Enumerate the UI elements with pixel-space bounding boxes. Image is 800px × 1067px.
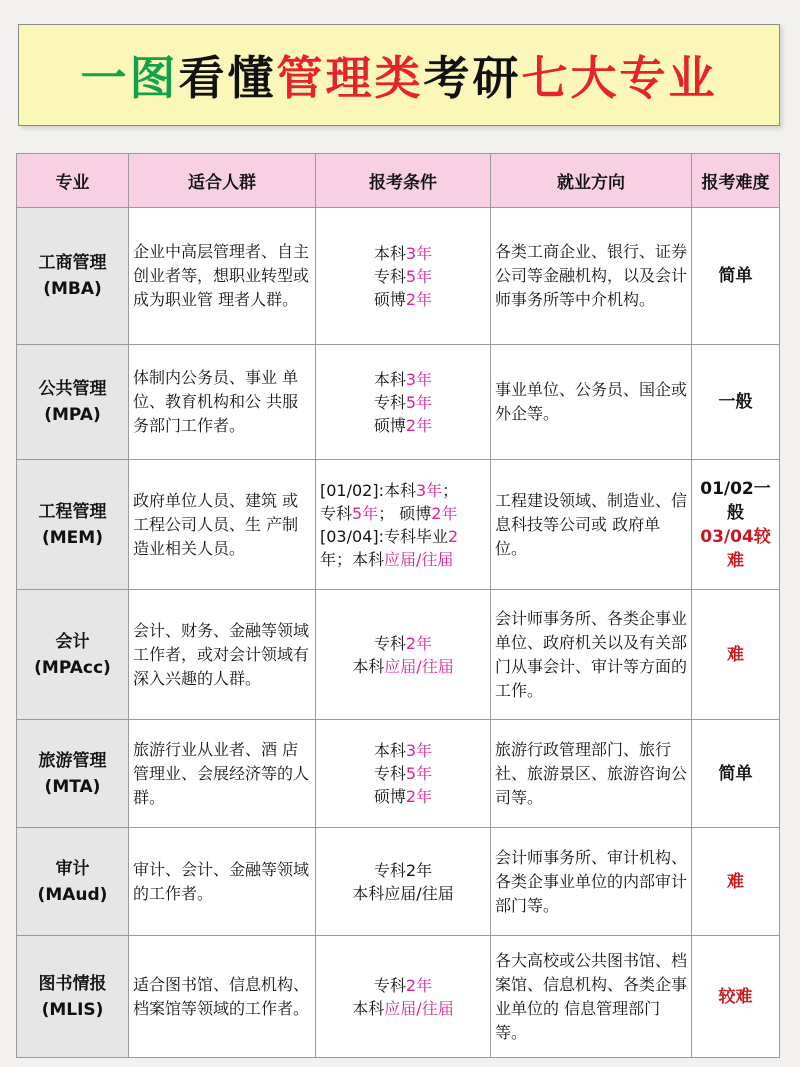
requirements-cell <box>316 936 491 1058</box>
major-name <box>17 208 129 345</box>
table-row <box>17 936 780 1058</box>
req-degree: 专科 <box>373 633 406 653</box>
req-line <box>317 739 489 762</box>
requirements-cell <box>316 590 491 720</box>
req-degree: 本科应届/往届 <box>352 883 454 903</box>
req-degree: 硕博 <box>373 787 406 806</box>
audience-cell: 适合图书馆、信息机构、档案馆等领域的工作者。 <box>129 936 316 1058</box>
req-years: 3年 <box>416 480 443 500</box>
title-part-2: 看懂 <box>178 51 277 105</box>
req-years: 3年 <box>405 369 433 389</box>
req-text: ； <box>442 480 459 500</box>
req-years: 5年 <box>405 392 433 412</box>
table-row <box>17 590 780 720</box>
header-major: 专业 <box>17 154 129 208</box>
difficulty-cell: 简单 <box>692 720 780 828</box>
difficulty-cell: 较难 <box>692 936 780 1058</box>
req-degree: 硕博 <box>373 415 406 435</box>
difficulty-03-04: 03/04较难 <box>700 526 771 571</box>
major-name <box>17 345 129 460</box>
header-difficulty: 报考难度 <box>692 154 780 208</box>
req-line <box>317 882 489 905</box>
major-name-en: (MBA) <box>43 279 102 299</box>
req-line <box>320 525 486 548</box>
req-degree: 本科 <box>373 243 406 263</box>
title-part-3: 管理类 <box>276 51 424 105</box>
req-years: 2年 <box>405 633 433 653</box>
req-years: 2 <box>448 526 459 546</box>
header-audience: 适合人群 <box>129 154 316 208</box>
req-years: 应届/往届 <box>384 998 454 1018</box>
career-cell: 各类工商企业、银行、证券公司等金融机构，以及会计师事务所等中介机构。 <box>491 208 692 345</box>
req-line <box>317 974 489 997</box>
table-header-row <box>17 154 780 208</box>
difficulty-cell: 难 <box>692 590 780 720</box>
title-part-1: 一图 <box>80 51 179 105</box>
req-years: 5年 <box>352 503 379 523</box>
requirements-cell <box>316 208 491 345</box>
req-degree: 专科 <box>373 392 406 412</box>
career-cell: 会计师事务所、审计机构、各类企事业单位的内部审计部门等。 <box>491 828 692 936</box>
req-years: 应届/往届 <box>384 549 454 569</box>
req-text: [01/02]:本科 <box>320 480 416 500</box>
major-name-en: (MTA) <box>44 776 101 797</box>
req-line <box>317 265 489 288</box>
requirements-cell <box>316 828 491 936</box>
req-line <box>317 785 489 808</box>
major-name <box>17 936 129 1058</box>
req-line <box>317 368 489 391</box>
req-degree: 专科 <box>373 975 406 995</box>
req-degree: 本科 <box>373 741 406 760</box>
major-name <box>17 460 129 590</box>
req-line <box>317 414 489 437</box>
req-line <box>317 391 489 414</box>
career-cell: 事业单位、公务员、国企或外企等。 <box>491 345 692 460</box>
header-requirements: 报考条件 <box>316 154 491 208</box>
req-degree: 专科2年 <box>373 860 433 880</box>
major-name-en: (MEM) <box>42 527 103 548</box>
career-cell: 旅游行政管理部门、旅行社、旅游景区、旅游咨询公司等。 <box>491 720 692 828</box>
requirements-cell <box>316 720 491 828</box>
header-career: 就业方向 <box>491 154 692 208</box>
major-name-cn: 工商管理 <box>38 253 107 273</box>
table-row <box>17 208 780 345</box>
req-degree: 硕博 <box>373 289 406 309</box>
audience-cell: 审计、会计、金融等领域的工作者。 <box>129 828 316 936</box>
major-name-cn: 会计 <box>55 631 90 652</box>
req-line <box>317 288 489 311</box>
req-years: 5年 <box>405 764 433 783</box>
req-degree: 本科 <box>352 998 385 1018</box>
requirements-cell <box>316 460 491 590</box>
req-degree: 本科 <box>352 656 385 676</box>
req-years: 2年 <box>431 503 458 523</box>
req-line <box>317 242 489 265</box>
difficulty-cell: 难 <box>692 828 780 936</box>
req-line <box>320 479 486 502</box>
req-years: 2年 <box>405 787 433 806</box>
req-line <box>317 859 489 882</box>
major-name-en: (MPA) <box>44 405 101 425</box>
difficulty-cell: 简单 <box>692 208 780 345</box>
career-cell: 工程建设领域、制造业、信息科技等公司或 政府单位。 <box>491 460 692 590</box>
major-name <box>17 828 129 936</box>
major-name <box>17 720 129 828</box>
major-name-en: (MAud) <box>37 884 108 905</box>
major-name-cn: 图书情报 <box>38 973 107 994</box>
req-text: 年；本科 <box>320 549 385 569</box>
title-banner <box>18 24 780 126</box>
title-part-4: 考研 <box>423 51 522 105</box>
table-row <box>17 828 780 936</box>
audience-cell: 政府单位人员、建筑 或工程公司人员、生 产制造业相关人员。 <box>129 460 316 590</box>
req-years: 2年 <box>405 415 433 435</box>
difficulty-cell: 一般 <box>692 345 780 460</box>
req-years: 2年 <box>405 289 433 309</box>
career-cell: 会计师事务所、各类企事业单位、政府机关以及有关部门从事会计、审计等方面的工作。 <box>491 590 692 720</box>
difficulty-01-02: 01/02一般 <box>700 478 771 523</box>
req-years: 应届/往届 <box>384 656 454 676</box>
audience-cell: 企业中高层管理者、自主创业者等，想职业转型或成为职业管 理者人群。 <box>129 208 316 345</box>
major-name-en: (MLIS) <box>41 999 104 1020</box>
majors-table <box>16 153 780 1058</box>
major-name-cn: 公共管理 <box>38 379 107 399</box>
req-line <box>320 548 486 571</box>
major-name-cn: 旅游管理 <box>38 750 107 771</box>
major-name <box>17 590 129 720</box>
req-years: 2年 <box>405 975 433 995</box>
audience-cell: 体制内公务员、事业 单位、教育机构和公 共服务部门工作者。 <box>129 345 316 460</box>
req-years: 5年 <box>405 266 433 286</box>
req-line <box>317 762 489 785</box>
req-line <box>320 502 486 525</box>
audience-cell: 会计、财务、金融等领域工作者，或对会计领域有深入兴趣的人群。 <box>129 590 316 720</box>
req-years: 3年 <box>405 741 433 760</box>
req-line <box>317 632 489 655</box>
table-row <box>17 720 780 828</box>
req-text: 专科 <box>320 503 353 523</box>
req-degree: 专科 <box>373 764 406 783</box>
career-cell: 各大高校或公共图书馆、档案馆、信息机构、各类企事业单位的 信息管理部门等。 <box>491 936 692 1058</box>
table-row <box>17 460 780 590</box>
req-text: ； 硕博 <box>378 503 432 523</box>
title-part-5: 七大专业 <box>521 51 718 105</box>
requirements-cell <box>316 345 491 460</box>
major-name-cn: 工程管理 <box>38 501 107 522</box>
req-text: [03/04]:专科毕业 <box>320 526 448 546</box>
req-degree: 本科 <box>373 369 406 389</box>
major-name-en: (MPAcc) <box>34 657 111 678</box>
major-name-cn: 审计 <box>55 858 90 879</box>
req-degree: 专科 <box>373 266 406 286</box>
page-title <box>81 42 718 108</box>
req-line <box>317 655 489 678</box>
req-years: 3年 <box>405 243 433 263</box>
difficulty-cell <box>692 460 780 590</box>
table-row <box>17 345 780 460</box>
req-line <box>317 997 489 1020</box>
audience-cell: 旅游行业从业者、酒 店管理业、会展经济等的人群。 <box>129 720 316 828</box>
